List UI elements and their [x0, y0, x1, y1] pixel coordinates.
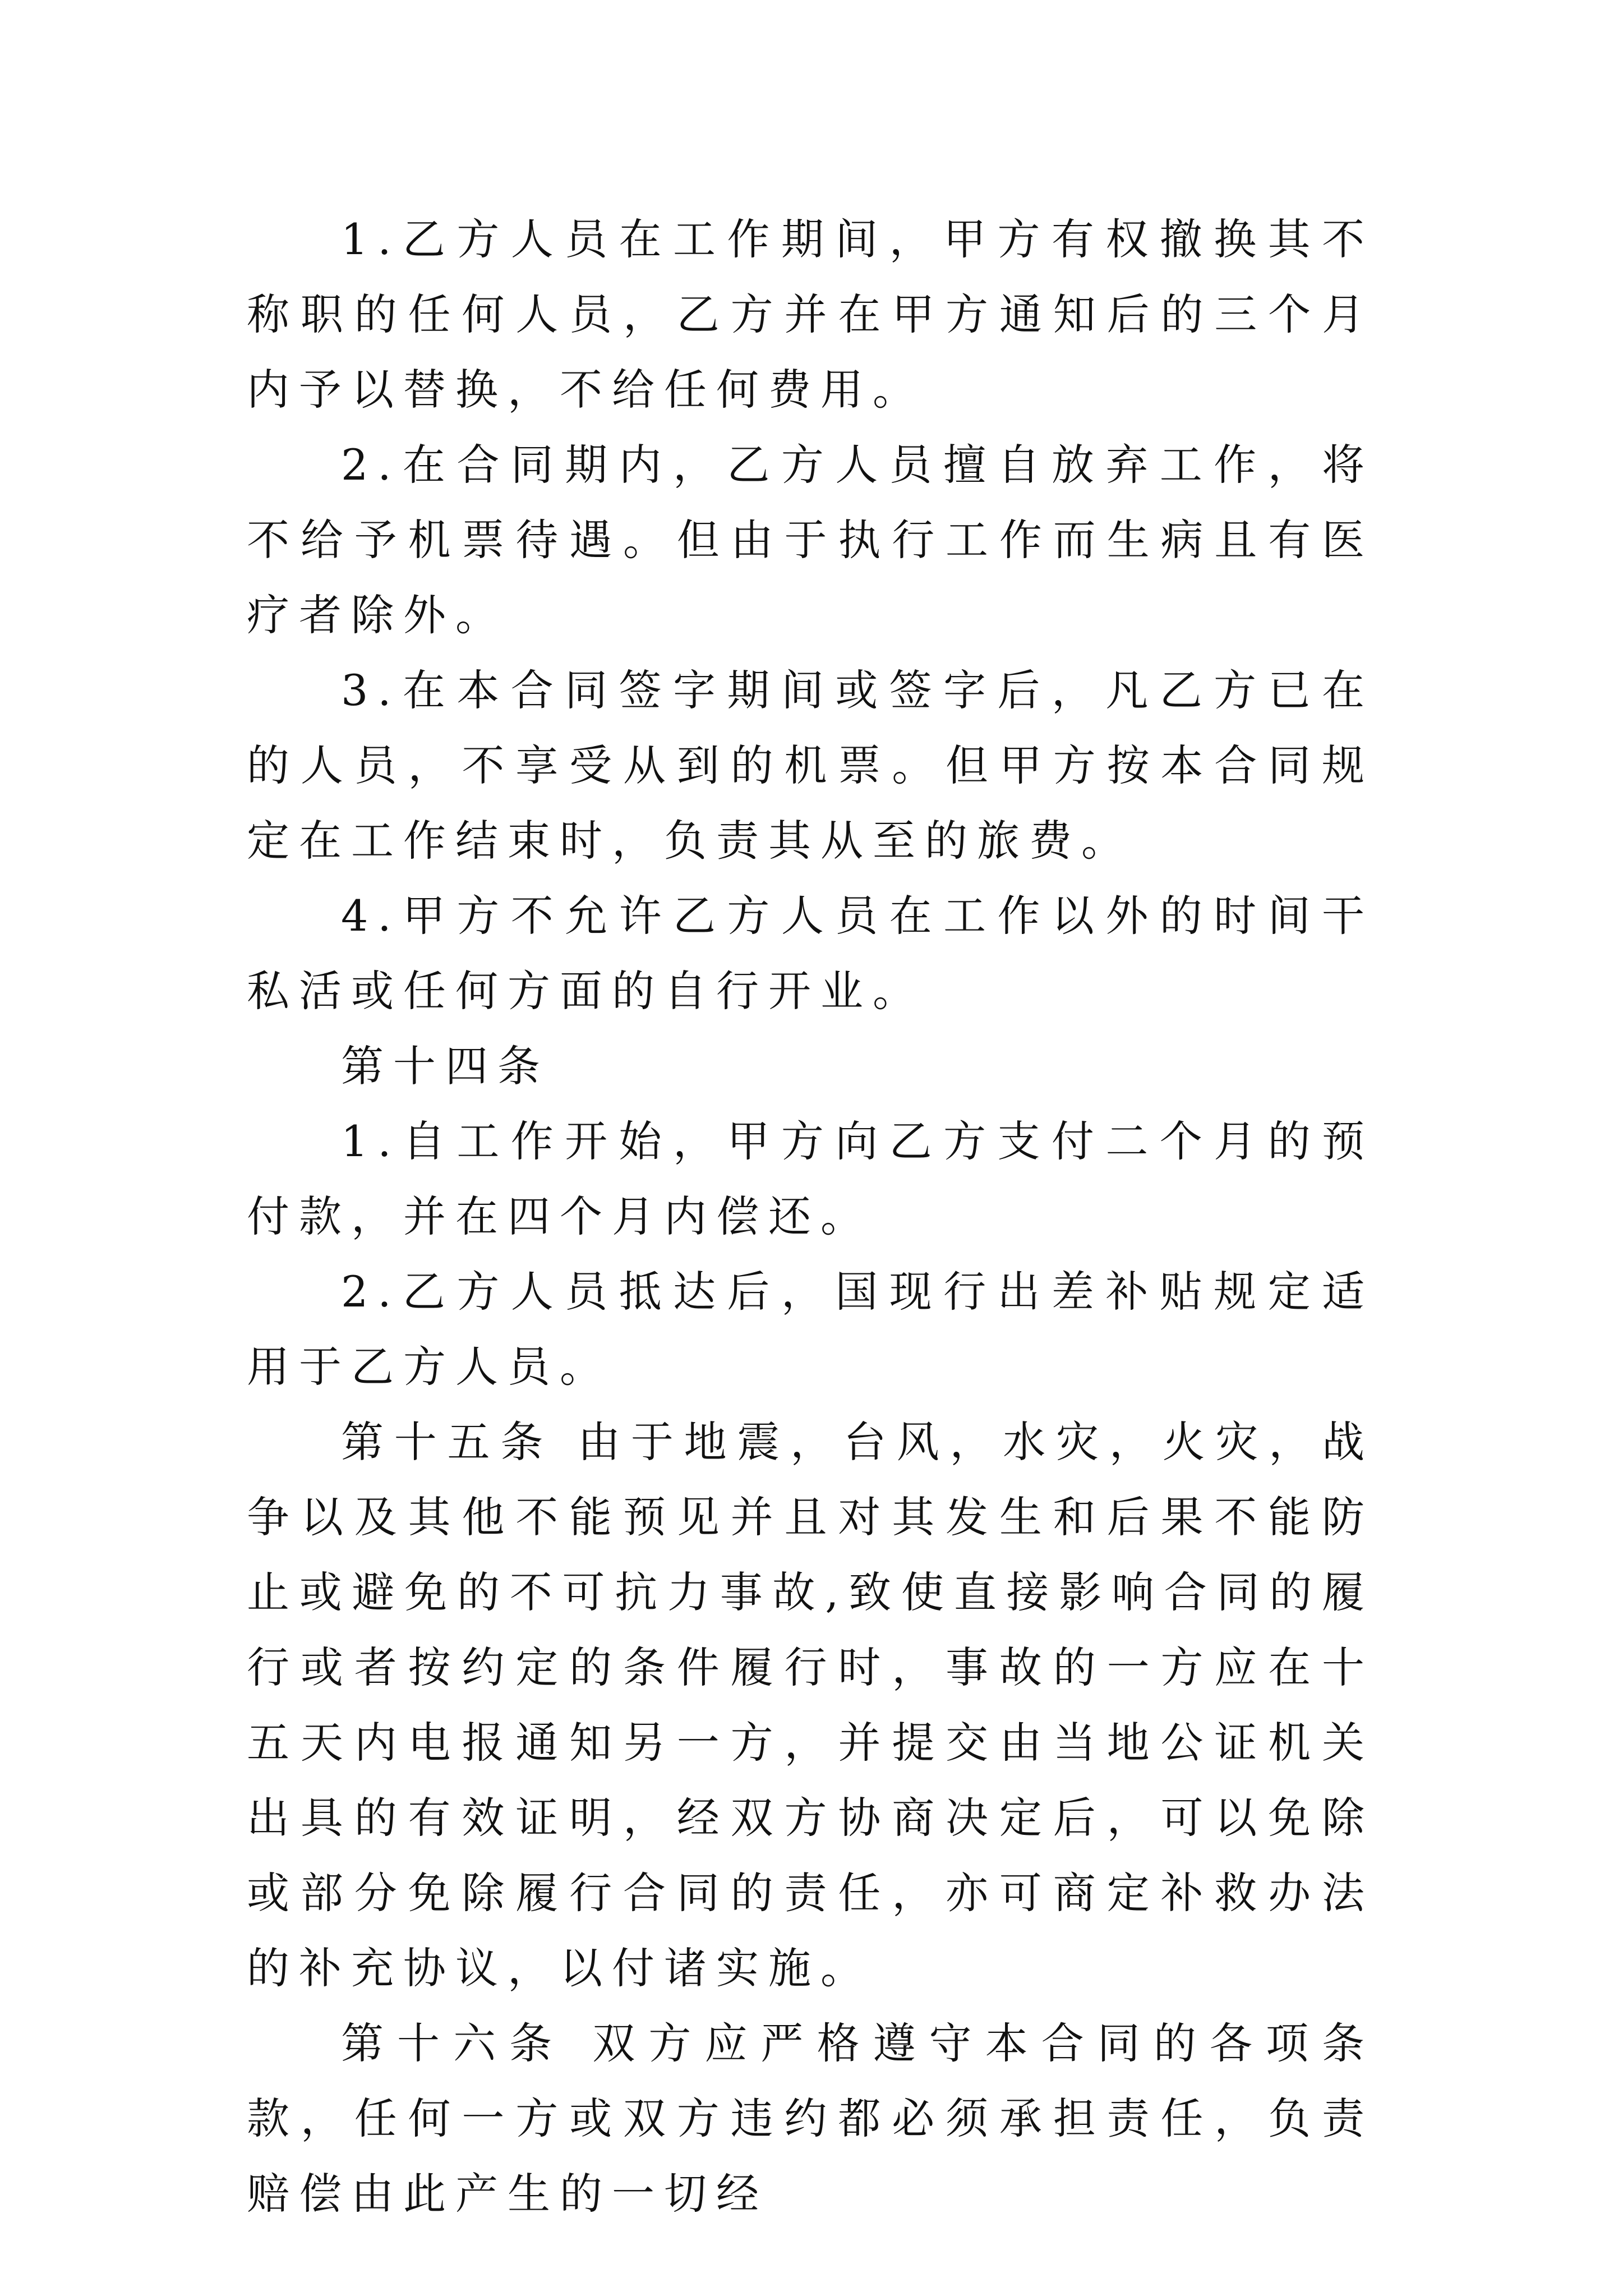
document-body: [247, 202, 1374, 2231]
paragraph-clause-13-item-3: 3.在本合同签字期间或签字后，凡乙方已在的人员，不享受从到的机票。但甲方按本合同规定在工作结束时，负责其从至的旅费。: [247, 665, 1374, 866]
paragraph-clause-13-item-2: 2.在合同期内，乙方人员擅自放弃工作，将不给予机票待遇。但由于执行工作而生病且有医疗者除外。: [247, 440, 1374, 640]
clause-14-heading: 第十四条: [341, 1041, 550, 1091]
paragraph-clause-13-item-1: 1.乙方人员在工作期间，甲方有权撤换其不称职的任何人员，乙方并在甲方通知后的三个月内予以替换，不给任何费用。: [247, 214, 1374, 415]
paragraph-clause-15: 第十五条 由于地震，台风，水灾，火灾，战争以及其他不能预见并且对其发生和后果不能防止或避免的不可抗力事故,致使直接影响合同的履行或者按约定的条件履行时，事故的一方应在十五天内电报通知另一方，并提交由当地公证机关出具的有效证明，经双方协商决定后，可以免除或部分免除履行合同的责任，亦可商定补救办法的补充协议，以付诸实施。: [247, 1417, 1374, 1993]
paragraph-clause-13-item-4: 4.甲方不允许乙方人员在工作以外的时间干私活或任何方面的自行开业。: [247, 891, 1374, 1016]
paragraph-clause-14-item-1: 1.自工作开始，甲方向乙方支付二个月的预付款，并在四个月内偿还。: [247, 1116, 1374, 1241]
paragraph-clause-16: 第十六条 双方应严格遵守本合同的各项条款，任何一方或双方违约都必须承担责任，负责赔偿由此产生的一切经: [247, 2018, 1374, 2219]
paragraph-clause-14-item-2: 2.乙方人员抵达后，国现行出差补贴规定适用于乙方人员。: [247, 1267, 1374, 1392]
